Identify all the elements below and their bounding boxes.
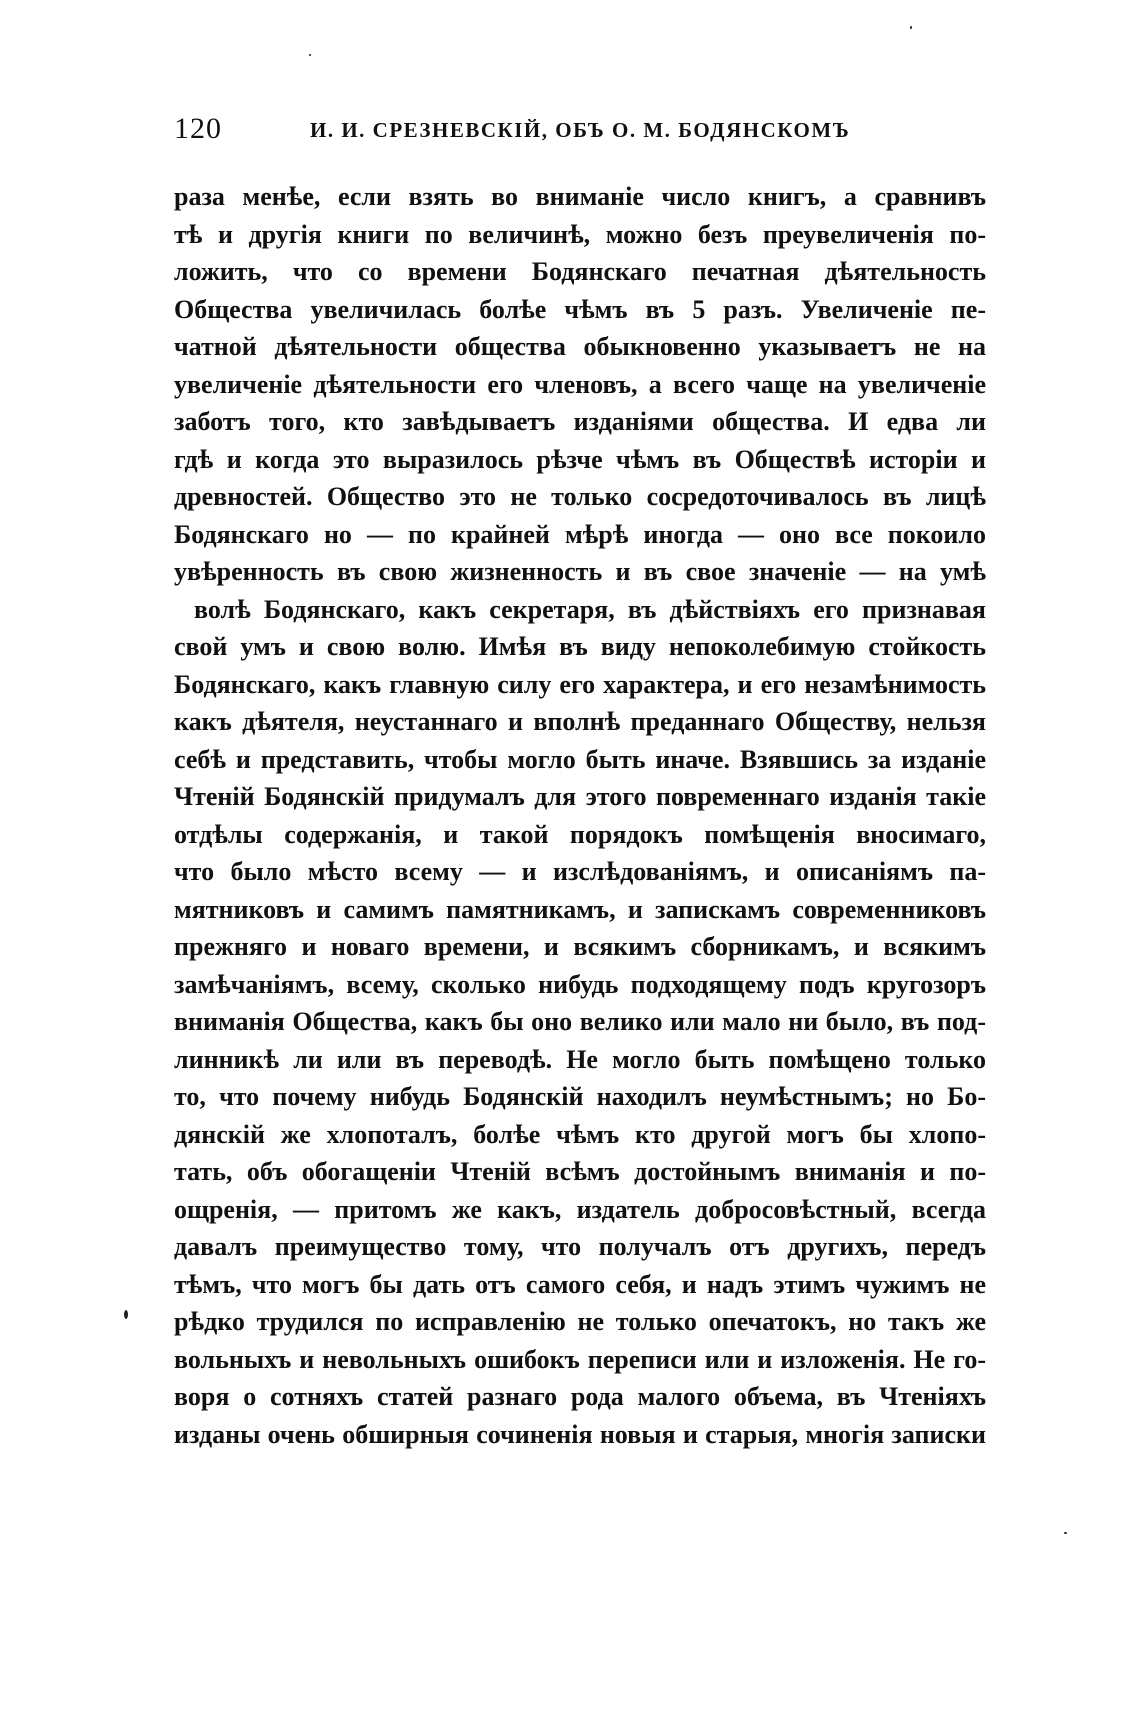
text-line: замѣчаніямъ, всему, сколько нибудь подходящему подъ кругозоръ	[174, 969, 986, 999]
scan-speck	[124, 1310, 128, 1319]
text-line: дянскій же хлопоталъ, болѣе чѣмъ кто другой могъ бы хлопо-	[174, 1119, 986, 1149]
text-line: какъ дѣятеля, неустаннаго и вполнѣ преданнаго Обществу, нельзя	[174, 707, 986, 736]
text-line: рѣдко трудился по исправленію не только опечатокъ, но такъ же	[174, 1307, 986, 1336]
text-line: изданы очень обширныя сочиненія новыя и старыя, многія записки	[174, 1419, 986, 1449]
text-line: давалъ преимущество тому, что получалъ отъ другихъ, передъ	[174, 1232, 986, 1261]
text-line: тѣ и другія книги по величинѣ, можно безъ преувеличенія по-	[174, 219, 986, 249]
text-line: воря о сотняхъ статей разнаго рода малого объема, въ Чтеніяхъ	[174, 1382, 986, 1411]
text-line: Бодянскаго но — по крайней мѣрѣ иногда — оно все покоило	[174, 519, 986, 549]
text-line: вольныхъ и невольныхъ ошибокъ переписи или и изложенія. Не го-	[174, 1344, 986, 1374]
text-line: ложить, что со времени Бодянскаго печатная дѣятельность	[174, 257, 986, 286]
page-header	[174, 112, 994, 152]
page-number: 120	[174, 112, 222, 145]
text-line: свой умъ и свою волю. Имѣя въ виду непоколебимую стойкость	[174, 632, 986, 661]
text-line: линникѣ ли или въ переводѣ. Не могло быть помѣщено только	[174, 1044, 986, 1074]
text-line: Бодянскаго, какъ главную силу его характера, и его незамѣнимость	[174, 669, 986, 699]
text-line: Общества увеличилась болѣе чѣмъ въ 5 разъ. Увеличеніе пе-	[174, 294, 986, 324]
text-line: прежняго и новаго времени, и всякимъ сборникамъ, и всякимъ	[174, 932, 986, 961]
text-line: древностей. Общество это не только сосредоточивалось въ лицѣ	[174, 482, 986, 511]
text-line: тать, объ обогащеніи Чтеній всѣмъ достойнымъ вниманія и по-	[174, 1157, 986, 1186]
scan-speck	[910, 26, 912, 29]
text-line: вниманія Общества, какъ бы оно велико или мало ни было, въ под-	[174, 1007, 986, 1036]
text-line: Чтеній Бодянскій придумалъ для этого повременнаго изданія такіе	[174, 782, 986, 811]
running-head: И. И. СРЕЗНЕВСКІЙ, ОБЪ О. М. БОДЯНСКОМЪ	[310, 118, 851, 142]
text-line: заботъ того, кто завѣдываетъ изданіями общества. И едва ли	[174, 407, 986, 436]
body-text	[174, 178, 986, 1453]
text-line: себѣ и представить, чтобы могло быть иначе. Взявшись за изданіе	[174, 744, 986, 774]
text-line: ощренія, — притомъ же какъ, издатель добросовѣстный, всегда	[174, 1194, 986, 1224]
text-line: увеличеніе дѣятельности его членовъ, а всего чаще на увеличеніе	[174, 369, 986, 399]
text-line: что было мѣсто всему — и изслѣдованіямъ, и описаніямъ па-	[174, 857, 986, 886]
text-line: то, что почему нибудь Бодянскій находилъ неумѣстнымъ; но Бо-	[174, 1082, 986, 1111]
text-line: увѣренность въ свою жизненность и въ свое значеніе — на умѣ	[174, 557, 986, 586]
text-line: гдѣ и когда это выразилось рѣзче чѣмъ въ Обществѣ исторіи и	[174, 444, 986, 474]
text-line: тѣмъ, что могъ бы дать отъ самого себя, и надъ этимъ чужимъ не	[174, 1269, 986, 1299]
text-line: отдѣлы содержанія, и такой порядокъ помѣщенія вносимаго,	[174, 819, 986, 849]
text-line: волѣ Бодянскаго, какъ секретаря, въ дѣйствіяхъ его признавая	[194, 594, 986, 624]
text-line: раза менѣе, если взять во вниманіе число книгъ, а сравнивъ	[174, 182, 986, 211]
scan-speck	[309, 54, 311, 56]
text-line: мятниковъ и самимъ памятникамъ, и запискамъ современниковъ	[174, 894, 986, 924]
scan-speck	[1064, 1532, 1067, 1534]
text-line: чатной дѣятельности общества обыкновенно указываетъ не на	[174, 332, 986, 361]
